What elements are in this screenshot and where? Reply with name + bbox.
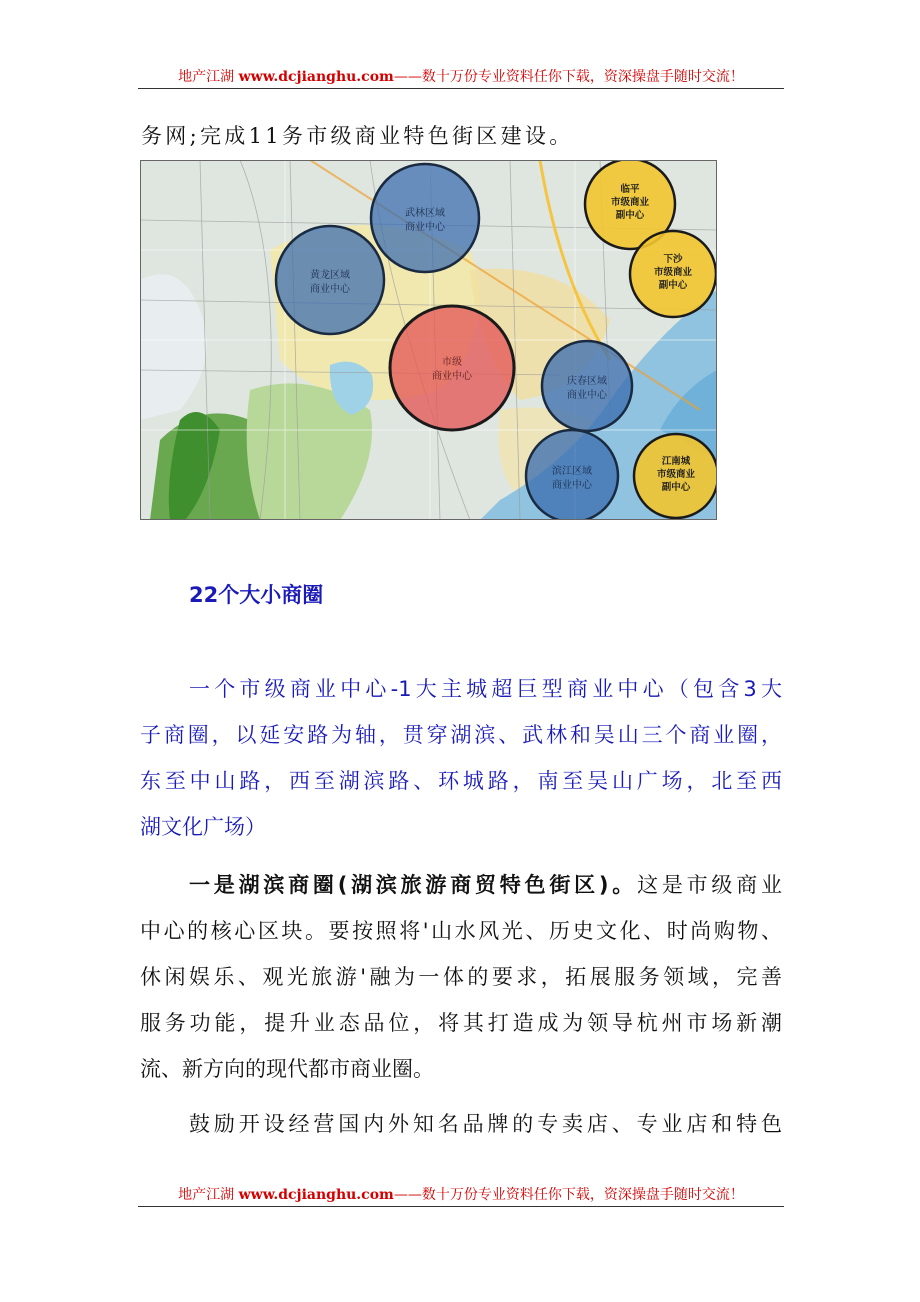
svg-text:滨江区域: 滨江区域 [552,466,592,477]
commercial-center-map [140,160,717,520]
header-slogan: ——数十万份专业资料任你下载，资深操盘手随时交流！ [393,69,744,85]
svg-text:市级商业: 市级商业 [656,469,696,480]
hubin-title: 一是湖滨商圈(湖滨旅游商贸特色街区)。 [189,873,638,897]
page-footer [138,1185,784,1205]
svg-text:商业中心: 商业中心 [432,371,472,382]
footer-url[interactable]: www.dcjianghu.com [238,1187,394,1203]
text-line [140,862,782,908]
header-url[interactable]: www.dcjianghu.com [238,69,394,85]
circle-xiasha [630,231,716,317]
svg-text:商业中心: 商业中心 [310,284,350,295]
text-line: 东至中山路，西至湖滨路、环城路，南至吴山广场，北至西 [140,769,782,793]
header-site-name: 地产江湖 [178,69,239,85]
circle-wulin [371,164,479,272]
text-line: 中心的核心区块。要按照将'山水风光、历史文化、时尚购物、 [140,919,782,943]
text-line: 流、新方向的现代都市商业圈。 [140,1057,434,1081]
svg-text:商业中心: 商业中心 [552,480,592,491]
svg-text:副中心: 副中心 [661,482,691,493]
circle-huanglong [276,226,384,334]
footer-rule [138,1206,784,1207]
page-header [138,67,784,87]
text-line: 子商圈，以延安路为轴，贯穿湖滨、武林和吴山三个商业圈， [140,723,782,747]
header-rule [138,88,784,89]
circle-jiangnancheng [634,434,717,518]
svg-text:商业中心: 商业中心 [405,222,445,233]
paragraph-city-center [140,666,782,850]
paragraph-brands [140,1101,782,1147]
text-line: 湖文化广场） [140,815,266,839]
text-line: 休闲娱乐、观光旅游'融为一体的要求，拓展服务领域，完善 [140,965,782,989]
text-line: 鼓励开设经营国内外知名品牌的专卖店、专业店和特色 [189,1112,782,1136]
svg-text:商业中心: 商业中心 [567,390,607,401]
text-line: 一个市级商业中心-1大主城超巨型商业中心（包含3大 [189,677,782,701]
circle-city-center [390,306,514,430]
svg-text:副中心: 副中心 [615,210,645,221]
section-heading: 22个大小商圈 [189,583,324,607]
svg-text:副中心: 副中心 [658,280,688,291]
svg-text:江南城: 江南城 [661,456,691,467]
svg-text:临平: 临平 [620,184,640,195]
svg-text:下沙: 下沙 [663,254,683,265]
svg-text:市级商业: 市级商业 [610,197,650,208]
footer-slogan: ——数十万份专业资料任你下载，资深操盘手随时交流！ [393,1187,744,1203]
svg-text:黄龙区域: 黄龙区域 [310,270,350,281]
intro-line: 务网;完成11务市级商业特色街区建设。 [141,124,574,148]
svg-text:庆春区域: 庆春区域 [567,376,607,387]
text-line: 服务功能，提升业态品位，将其打造成为领导杭州市场新潮 [140,1011,782,1035]
svg-text:武林区域: 武林区域 [405,208,445,219]
paragraph-hubin [140,862,782,1092]
svg-text:市级商业: 市级商业 [653,267,693,278]
footer-site-name: 地产江湖 [178,1187,239,1203]
hubin-intro: 这是市级商业 [637,873,782,897]
circle-qingchun [542,341,632,431]
circle-binjiang [526,430,618,520]
svg-text:市级: 市级 [442,357,462,368]
